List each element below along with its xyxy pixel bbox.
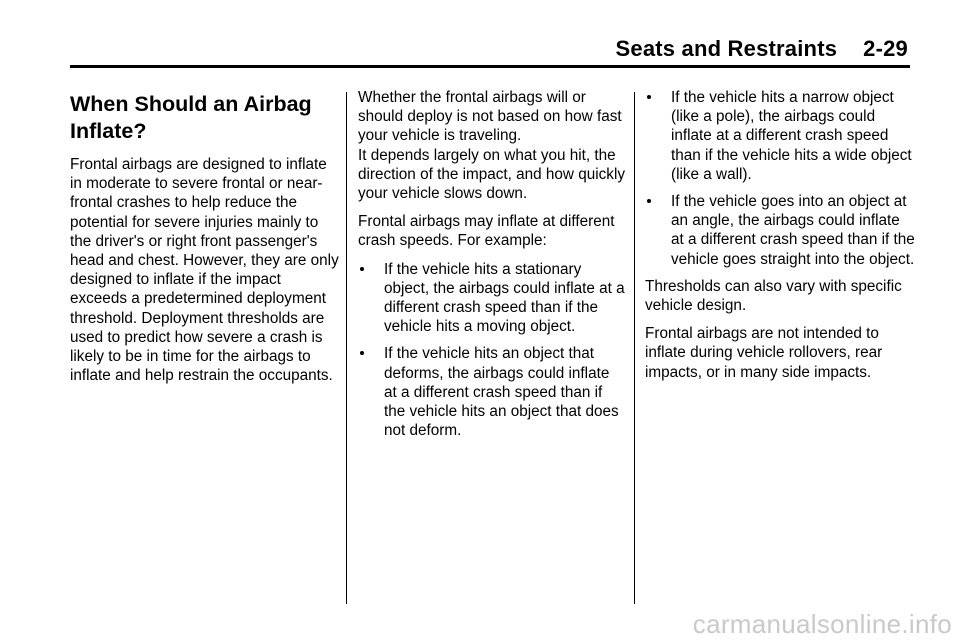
paragraph-rollovers: Frontal airbags are not intended to inflate during vehicle rollovers, rear impacts, or in many side impacts. [645,325,883,381]
page-header [616,36,908,62]
bullet-icon [360,351,364,355]
paragraph-speeds: Frontal airbags may inflate at different crash speeds. For example: [358,213,615,250]
bullet-icon [647,95,651,99]
paragraph-thresholds: Thresholds can also vary with specific vehicle design. [645,277,902,315]
paragraph-deploy: Whether the frontal airbags will or should deploy is not based on how fast your vehicle is traveling. It depends largely on what you hit, the direction of the impact, and how quickly your vehicle slows down. [358,89,625,203]
column-divider-1 [346,92,347,604]
bullet-icon [647,199,651,203]
column-3 [645,88,915,391]
paragraph-design: Frontal airbags are designed to inflate in moderate to severe frontal or near-frontal crashes to help reduce the potential for severe injuries mainly to the driver's or right front passenger's head and chest. However, they are only designed to inflate if the impact exceeds a predetermined deployment threshold. Deployment thresholds are used to predict how severe a crash is likely to be in time for the airbags to inflate and help restrain the occupants. [70,156,339,385]
page-number: 2-29 [863,36,908,61]
list-item: If the vehicle hits a narrow object (like a pole), the airbags could inflate at a different crash speed than if the vehicle hits a wide object (like a wall). [645,88,915,184]
watermark: carmanualsonline.info [692,609,952,639]
section-heading: When Should an Airbag Inflate? [70,92,312,143]
list-item: If the vehicle hits a stationary object, the airbags could inflate at a different crash speed than if the vehicle hits a moving object. [358,260,626,337]
bullet-icon [360,267,364,271]
list-item: If the vehicle goes into an object at an angle, the airbags could inflate at a different crash speed than if the vehicle goes straight into the object. [645,192,915,269]
bullet-list-2 [645,88,915,269]
section-title: Seats and Restraints [615,36,838,61]
column-divider-2 [634,92,635,604]
column-1 [70,88,340,394]
bullet-list-1 [358,260,626,441]
header-rule [70,65,910,68]
list-item: If the vehicle hits an object that deforms, the airbags could inflate at a different crash speed than if the vehicle hits an object that does not deform. [358,344,626,440]
column-2 [358,88,626,448]
